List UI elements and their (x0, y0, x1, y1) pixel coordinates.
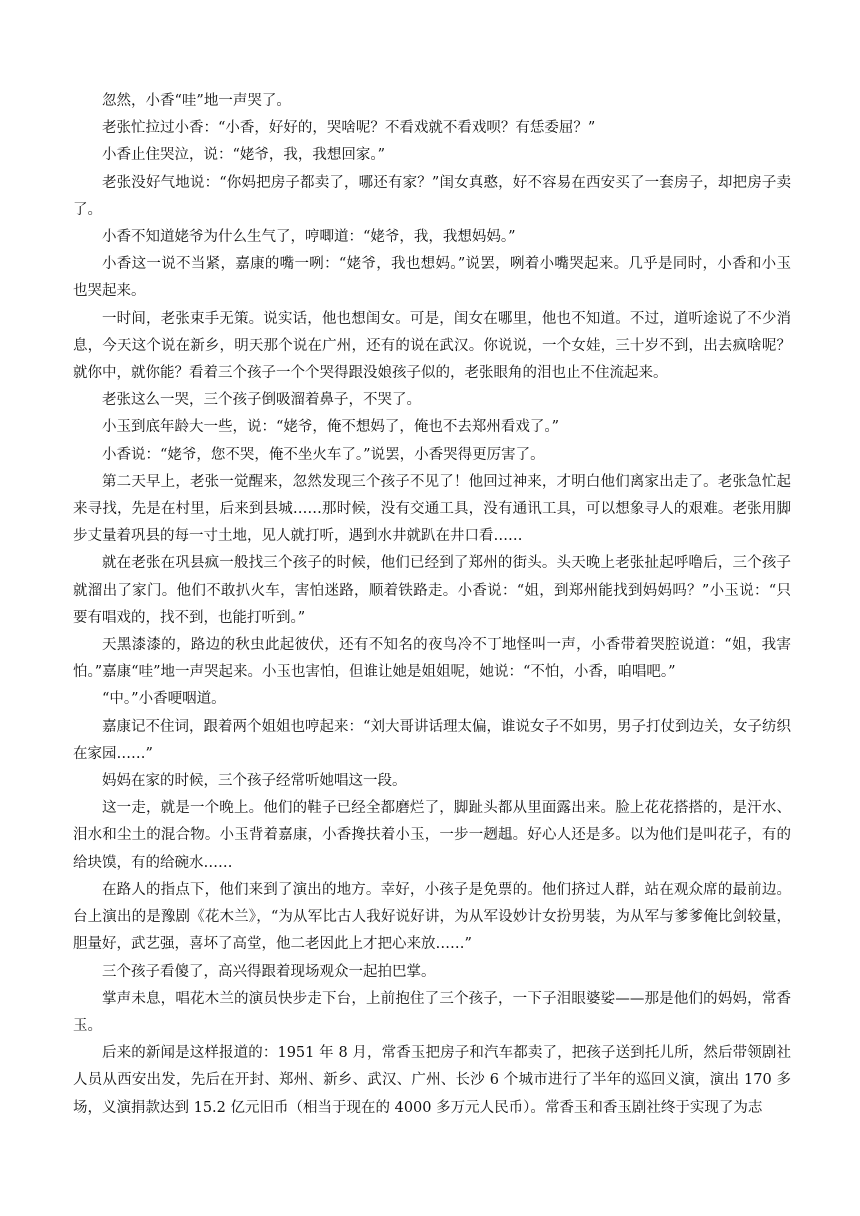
paragraph: 老张忙拉过小香：“小香，好好的，哭啥呢？不看戏就不看戏呗？有恁委屈？” (102, 120, 596, 137)
paragraph: 三个孩子看傻了，高兴得跟着现场观众一起拍巴掌。 (102, 963, 436, 980)
paragraph: 小香这一说不当紧，嘉康的嘴一咧：“姥爷，我也想妈。”说罢，咧着小嘴哭起来。几乎是同时，小香和小玉也哭起来。 (73, 256, 791, 300)
paragraph: 掌声未息，唱花木兰的演员快步走下台，上前抱住了三个孩子，一下子泪眼婆娑——那是他们的妈妈，常香玉。 (73, 990, 791, 1034)
paragraph: 小玉到底年龄大一些，说：“姥爷，俺不想妈了，俺也不去郑州看戏了。” (102, 419, 560, 436)
paragraph: 在路人的指点下，他们来到了演出的地方。幸好，小孩子是免票的。他们挤过人群，站在观众席的最前边。台上演出的是豫剧《花木兰》，“为从军比古人我好说好讲，为从军设妙计女扮男装，为从军与爹爹俺比剑较量，胆量好，武艺强，喜坏了高堂，他二老因此上才把心来放……” (73, 881, 791, 953)
paragraph: 嘉康记不住词，跟着两个姐姐也哼起来：“刘大哥讲话理太偏，谁说女子不如男，男子打仗到边关，女子纺织在家园……” (73, 718, 791, 762)
paragraph: 小香说：“姥爷，您不哭，俺不坐火车了。”说罢，小香哭得更厉害了。 (102, 446, 545, 463)
paragraph: 小香止住哭泣，说：“姥爷，我，我想回家。” (102, 147, 386, 164)
paragraph: 第二天早上，老张一觉醒来，忽然发现三个孩子不见了！他回过神来，才明白他们离家出走了。老张急忙起来寻找，先是在村里，后来到县城……那时候，没有交通工具，没有通讯工具，可以想象寻人的艰难。老张用脚步丈量着巩县的每一寸土地，见人就打听，遇到水井就趴在井口看…… (73, 473, 791, 545)
paragraph: 就在老张在巩县疯一般找三个孩子的时候，他们已经到了郑州的街头。头天晚上老张扯起呼噜后，三个孩子就溜出了家门。他们不敢扒火车，害怕迷路，顺着铁路走。小香说：“姐，到郑州能找到妈妈吗？”小玉说：“只要有唱戏的，找不到，也能打听到。” (73, 555, 791, 626)
paragraph: 妈妈在家的时候，三个孩子经常听她唱这一段。 (102, 773, 407, 790)
paragraph: 小香不知道姥爷为什么生气了，哼唧道：“姥爷，我，我想妈妈。” (102, 229, 516, 246)
paragraph: 后来的新闻是这样报道的：1951 年 8 月，常香玉把房子和汽车都卖了，把孩子送到托儿所，然后带领剧社人员从西安出发，先后在开封、郑州、新乡、武汉、广州、长沙 6 个城市进行了半年的巡回义演，演出 170 多场，义演捐款达到 15.2 亿元旧币（相当于现在的 4000 多万元人民币）。常香玉和香玉剧社终于实现了为志 (73, 1045, 791, 1116)
paragraph: 忽然，小香“哇”地一声哭了。 (102, 93, 291, 109)
paragraph: 老张这么一哭，三个孩子倒吸溜着鼻子，不哭了。 (102, 392, 421, 409)
paragraph: 天黑漆漆的，路边的秋虫此起彼伏，还有不知名的夜鸟冷不丁地怪叫一声，小香带着哭腔说道：“姐，我害怕。”嘉康“哇”地一声哭起来。小玉也害怕，但谁让她是姐姐呢，她说：“不怕，小香，咱唱吧。” (73, 637, 791, 681)
paragraph: “中。”小香哽咽道。 (102, 691, 226, 708)
document-page (73, 88, 791, 1122)
paragraph: 这一走，就是一个晚上。他们的鞋子已经全都磨烂了，脚趾头都从里面露出来。脸上花花搭搭的，是汗水、泪水和尘土的混合物。小玉背着嘉康，小香搀扶着小玉，一步一趔趄。好心人还是多。以为他们是叫花子，有的给块馍，有的给碗水…… (73, 800, 791, 871)
paragraph: 老张没好气地说：“你妈把房子都卖了，哪还有家？”闺女真憨，好不容易在西安买了一套房子，却把房子卖了。 (73, 174, 791, 218)
paragraph: 一时间，老张束手无策。说实话，他也想闺女。可是，闺女在哪里，他也不知道。不过，道听途说了不少消息，今天这个说在新乡，明天那个说在广州，还有的说在武汉。你说说，一个女娃，三十岁不到，出去疯啥呢？就你中，就你能？看着三个孩子一个个哭得跟没娘孩子似的，老张眼角的泪也止不住流起来。 (73, 310, 791, 382)
